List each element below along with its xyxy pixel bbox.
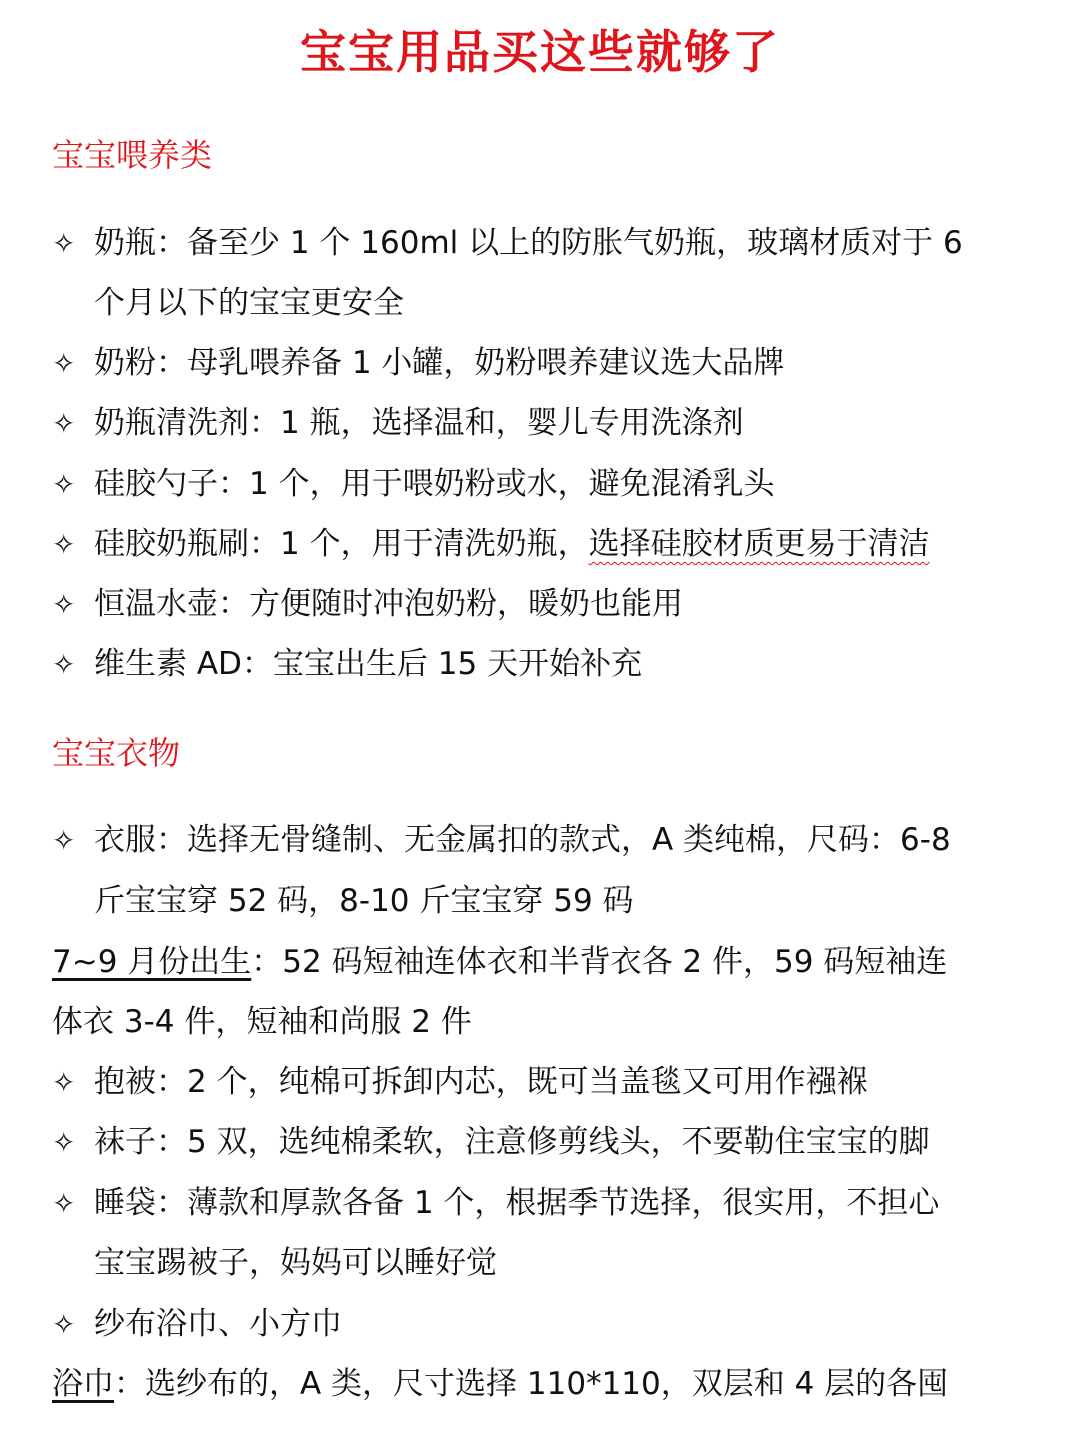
list-item bbox=[52, 940, 1028, 984]
sparkle-bullet-icon: ✧ bbox=[52, 407, 76, 440]
item-text: 奶瓶清洗剂：1 瓶，选择温和，婴儿专用洗涤剂 bbox=[94, 405, 744, 441]
section-heading-clothing: 宝宝衣物 bbox=[52, 734, 181, 772]
item-text: 宝宝踢被子，妈妈可以睡好觉 bbox=[94, 1245, 497, 1281]
item-text: 硅胶勺子：1 个，用于喂奶粉或水，避免混淆乳头 bbox=[94, 466, 775, 502]
marked-text: 选择硅胶材质更易于清洁 bbox=[588, 526, 930, 562]
list-item bbox=[52, 341, 1028, 386]
list-item bbox=[52, 401, 1028, 446]
sparkle-bullet-icon: ✧ bbox=[52, 528, 76, 561]
sparkle-bullet-icon: ✧ bbox=[52, 227, 76, 260]
section-heading-feeding: 宝宝喂养类 bbox=[52, 136, 213, 174]
list-item bbox=[52, 1362, 1028, 1406]
list-item bbox=[52, 582, 1028, 627]
item-text: 个月以下的宝宝更安全 bbox=[94, 285, 404, 321]
sparkle-bullet-icon: ✧ bbox=[52, 588, 76, 621]
item-text: 奶粉：母乳喂养备 1 小罐，奶粉喂养建议选大品牌 bbox=[94, 345, 785, 381]
item-text: 奶瓶：备至少 1 个 160ml 以上的防胀气奶瓶，玻璃材质对于 6 bbox=[94, 225, 963, 261]
sparkle-bullet-icon: ✧ bbox=[52, 347, 76, 380]
item-text: 斤宝宝穿 52 码，8-10 斤宝宝穿 59 码 bbox=[94, 883, 634, 919]
list-item-continuation bbox=[94, 879, 1028, 923]
underlined-label: 浴巾 bbox=[52, 1366, 114, 1402]
list-item-continuation bbox=[94, 1241, 1028, 1285]
sparkle-bullet-icon: ✧ bbox=[52, 1126, 76, 1159]
item-text: 衣服：选择无骨缝制、无金属扣的款式，A 类纯棉，尺码：6-8 bbox=[94, 822, 951, 858]
item-text: ：52 码短袖连体衣和半背衣各 2 件，59 码短袖连 bbox=[251, 944, 948, 980]
list-item bbox=[52, 818, 1028, 863]
list-item bbox=[52, 462, 1028, 507]
item-text: 抱被：2 个，纯棉可拆卸内芯，既可当盖毯又可用作襁褓 bbox=[94, 1064, 868, 1100]
list-item bbox=[52, 642, 1028, 687]
item-text: 睡袋：薄款和厚款各备 1 个，根据季节选择，很实用，不担心 bbox=[94, 1185, 940, 1221]
list-item bbox=[52, 1302, 1028, 1347]
item-text: 纱布浴巾、小方巾 bbox=[94, 1306, 342, 1342]
list-item bbox=[52, 1060, 1028, 1105]
item-text: 恒温水壶：方便随时冲泡奶粉，暖奶也能用 bbox=[94, 586, 683, 622]
sparkle-bullet-icon: ✧ bbox=[52, 648, 76, 681]
list-item bbox=[52, 1120, 1028, 1165]
item-text: 硅胶奶瓶刷：1 个，用于清洗奶瓶， bbox=[94, 526, 589, 562]
sparkle-bullet-icon: ✧ bbox=[52, 1308, 76, 1341]
item-text: 袜子：5 双，选纯棉柔软，注意修剪线头，不要勒住宝宝的脚 bbox=[94, 1124, 930, 1160]
item-text: 体衣 3-4 件，短袖和尚服 2 件 bbox=[52, 1004, 472, 1040]
list-item bbox=[52, 1181, 1028, 1226]
underlined-label: 7~9 月份出生 bbox=[52, 944, 252, 980]
sparkle-bullet-icon: ✧ bbox=[52, 1066, 76, 1099]
item-text: 维生素 AD：宝宝出生后 15 天开始补充 bbox=[94, 646, 643, 682]
list-item-continuation bbox=[52, 1000, 1028, 1044]
list-item-continuation bbox=[94, 281, 1028, 325]
sparkle-bullet-icon: ✧ bbox=[52, 824, 76, 857]
list-item bbox=[52, 522, 1028, 567]
sparkle-bullet-icon: ✧ bbox=[52, 1187, 76, 1220]
item-text: ：选纱布的，A 类，尺寸选择 110*110，双层和 4 层的各囤 bbox=[114, 1366, 949, 1402]
page-title: 宝宝用品买这些就够了 bbox=[300, 25, 780, 79]
list-item bbox=[52, 221, 1028, 266]
sparkle-bullet-icon: ✧ bbox=[52, 468, 76, 501]
